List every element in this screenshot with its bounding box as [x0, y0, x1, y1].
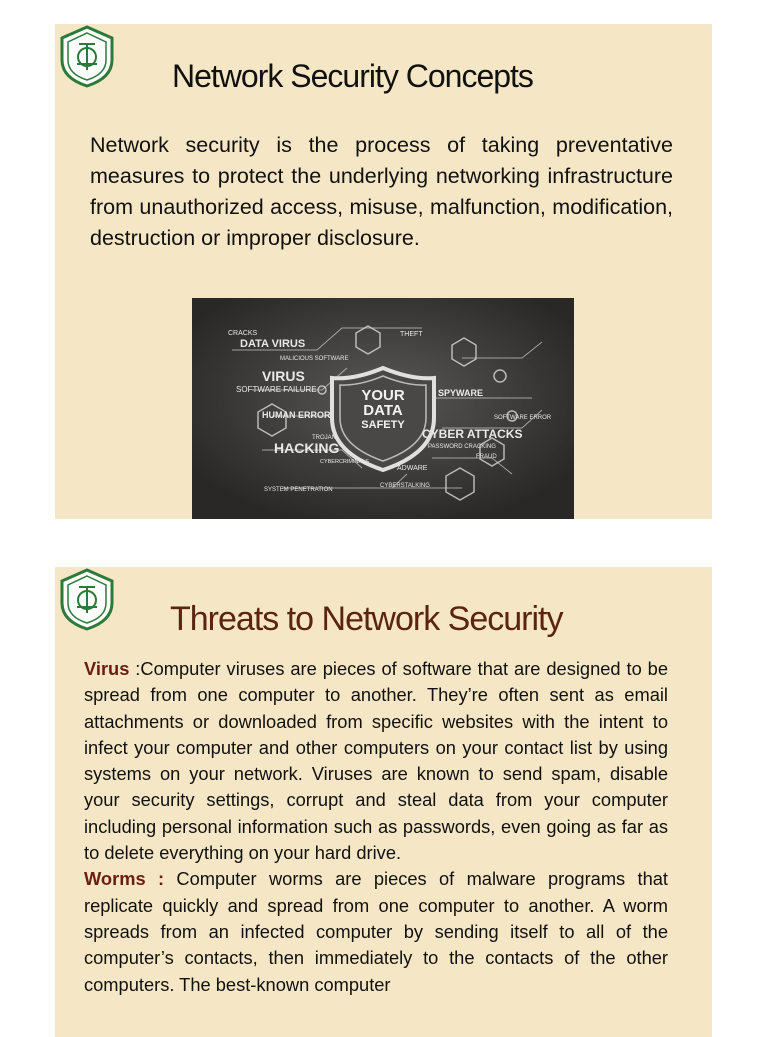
label-cracks: CRACKS — [228, 330, 258, 337]
threats-body — [84, 656, 668, 998]
slide-network-security-concepts — [55, 24, 712, 519]
virus-description: :Computer viruses are pieces of software that are designed to be spread from one computer to another. They’re often sent as email attachments or downloaded from specific websites with the intent to infect your computer and other computers on your contact list by using systems on your network. Viruses are known to send spam, disable your security settings, corrupt and steal data from your computer including personal information such as passwords, even going as far as to delete everything on your hard drive. — [84, 658, 668, 864]
label-cyber-attacks: CYBER ATTACKS — [422, 427, 523, 441]
shield-text-your: YOUR — [361, 387, 405, 404]
label-fraud: FRAUD — [476, 454, 497, 460]
label-data-virus: DATA VIRUS — [240, 338, 306, 350]
school-logo-icon — [57, 24, 117, 88]
virus-term: Virus — [84, 658, 130, 679]
label-cyberstalking: CYBERSTALKING — [380, 483, 430, 489]
shield-text-safety: SAFETY — [361, 419, 405, 431]
label-human-error: HUMAN ERROR — [262, 410, 331, 420]
label-adware: ADWARE — [397, 465, 428, 472]
label-virus: VIRUS — [262, 368, 305, 384]
label-hacking: HACKING — [274, 440, 340, 456]
security-diagram-graphic — [192, 298, 574, 519]
shield-text-data: DATA — [363, 402, 403, 419]
worms-term: Worms : — [84, 868, 165, 890]
worms-paragraph — [84, 866, 668, 997]
label-system-penetration: SYSTEM PENETRATION — [264, 487, 333, 493]
slide-threats-to-network-security — [55, 567, 712, 1037]
cyber-security-illustration — [192, 298, 574, 519]
virus-paragraph — [84, 656, 668, 866]
label-malicious-software: MALICIOUS SOFTWARE — [280, 356, 349, 362]
worms-description: Computer worms are pieces of malware programs that replicate quickly and spread from one computer to another. A worm spreads from an infected computer by sending itself to all of the computer’s contacts, then immediately to the contacts of the other computers. The best-known computer — [84, 868, 669, 995]
label-software-error: SOFTWARE ERROR — [494, 415, 552, 421]
section-title: Threats to Network Security — [170, 600, 563, 638]
label-trojan: TROJAN — [312, 435, 336, 441]
label-password-cracking: PASSWORD CRACKING — [428, 444, 496, 450]
definition-paragraph: Network security is the process of taking preventative measures to protect the underlying networking infrastructure from unauthorized access, misuse, malfunction, modification, destruction or improper disclosure. — [90, 133, 673, 250]
label-spyware: SPYWARE — [438, 388, 484, 398]
label-software-failure: SOFTWARE FAILURE — [236, 385, 317, 394]
page-title: Network Security Concepts — [172, 58, 533, 94]
label-cybercriminals: CYBERCRIMINALS — [320, 459, 369, 465]
school-logo-icon — [57, 567, 117, 631]
label-theft: THEFT — [400, 331, 423, 338]
